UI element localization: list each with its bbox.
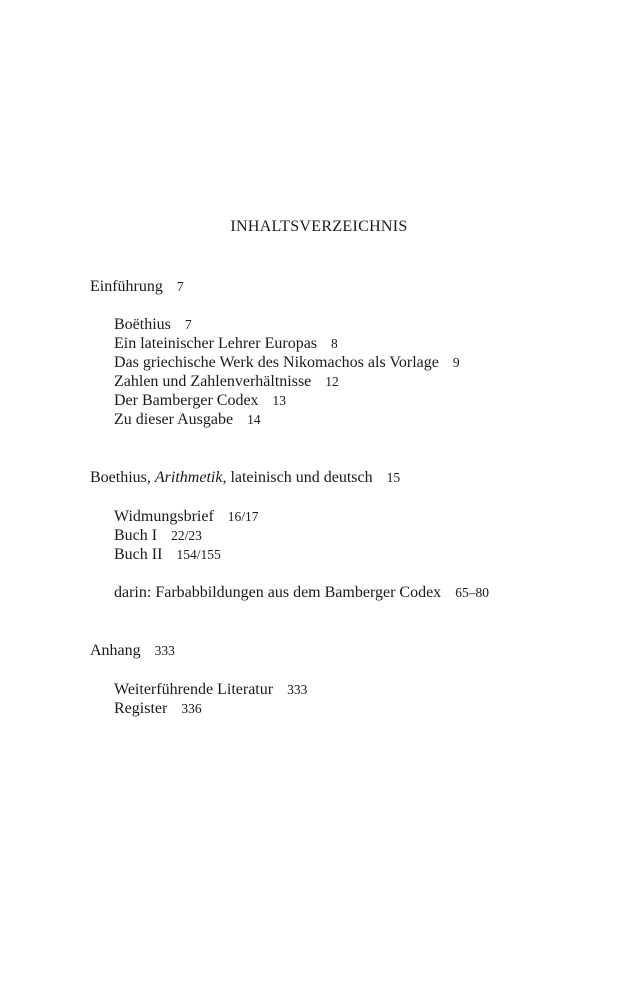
toc-page-number: 9 <box>452 355 460 370</box>
toc-entry-label: Boëthius <box>114 316 171 333</box>
toc-page-number: 333 <box>154 643 175 658</box>
toc-entry[interactable] <box>114 315 192 335</box>
page-title: INHALTSVERZEICHNIS <box>230 218 408 235</box>
toc-page-number: 12 <box>325 374 339 389</box>
toc-page-number: 7 <box>176 279 184 294</box>
toc-page-number: 15 <box>386 470 401 485</box>
toc-section-boethius-arithmetik[interactable] <box>90 468 400 488</box>
toc-entry-label: Das griechische Werk des Nikomachos als Vorlage <box>114 354 439 371</box>
toc-entry-label: Der Bamberger Codex <box>114 392 259 409</box>
toc-entry[interactable] <box>114 353 460 373</box>
toc-entry[interactable] <box>114 372 339 392</box>
toc-entry[interactable] <box>114 680 307 700</box>
toc-page-number: 14 <box>247 412 261 427</box>
toc-page-number: 8 <box>331 336 338 351</box>
toc-entry-label: Buch II <box>114 546 163 563</box>
toc-entry-label-pre: Boethius, <box>90 469 155 486</box>
toc-entry-label-italic: Arithmetik <box>154 469 223 486</box>
toc-entry[interactable] <box>114 545 221 565</box>
toc-entry-label: Weiterführende Literatur <box>114 681 274 698</box>
toc-note-color-plates[interactable] <box>114 583 489 603</box>
toc-entry-label: Anhang <box>90 642 141 659</box>
toc-entry-label: Buch I <box>114 527 158 544</box>
toc-page-number: 336 <box>181 701 202 716</box>
toc-entry-label: darin: Farbabbildungen aus dem Bamberger Codex <box>114 584 442 601</box>
toc-page-number: 65–80 <box>455 585 489 600</box>
toc-page-number: 7 <box>184 317 192 332</box>
toc-entry-label: Einführung <box>90 278 163 295</box>
toc-page-number: 13 <box>272 393 287 408</box>
toc-entry-label-post: , lateinisch und deutsch <box>222 469 373 486</box>
toc-entry[interactable] <box>114 410 261 430</box>
toc-entry[interactable] <box>114 391 286 411</box>
toc-entry-label: Register <box>114 700 168 717</box>
toc-entry[interactable] <box>114 507 259 527</box>
toc-entry-label: Zahlen und Zahlenverhältnisse <box>114 373 312 390</box>
toc-entry[interactable] <box>114 334 338 354</box>
toc-page-number: 154/155 <box>176 547 221 562</box>
toc-entry[interactable] <box>114 699 202 719</box>
toc-section-einfuehrung[interactable] <box>90 277 184 297</box>
toc-page-number: 333 <box>287 682 308 697</box>
toc-entry-label: Zu dieser Ausgabe <box>114 411 234 428</box>
toc-entry-label: Widmungsbrief <box>114 508 214 525</box>
toc-entry[interactable] <box>114 526 202 546</box>
toc-page-number: 16/17 <box>227 509 259 524</box>
toc-page-number: 22/23 <box>171 528 202 543</box>
toc-entry-label: Ein lateinischer Lehrer Europas <box>114 335 318 352</box>
toc-section-anhang[interactable] <box>90 641 175 661</box>
